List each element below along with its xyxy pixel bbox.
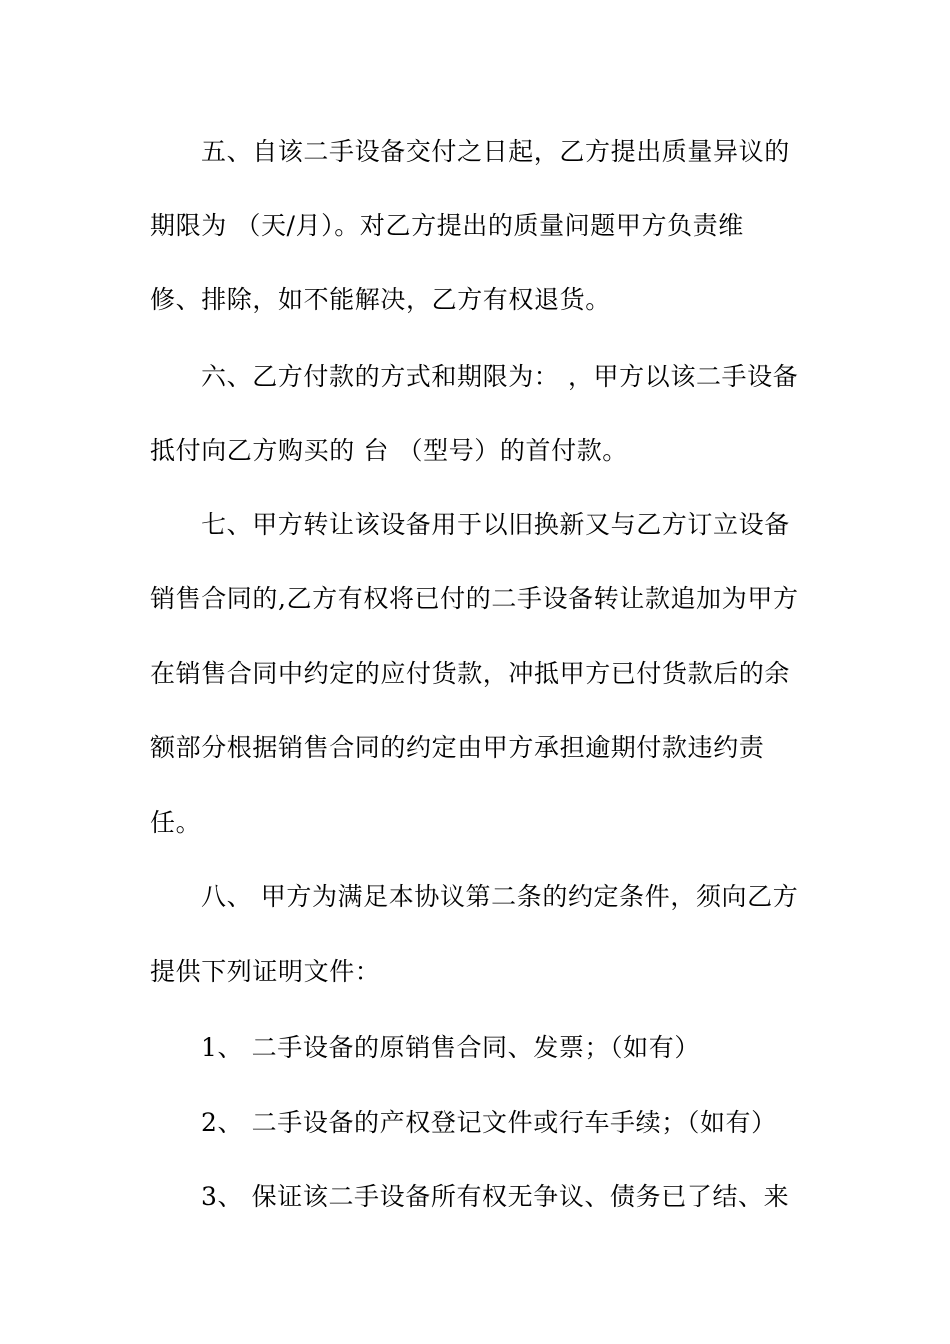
list-item-3: 3、 保证该二手设备所有权无争议、债务已了结、来 [201,1182,790,1211]
clause-7-line-5: 任。 [150,808,202,837]
list-item-2: 2、 二手设备的产权登记文件或行车手续；（如有） [201,1108,777,1137]
clause-5-line-2: 期限为 （天/月）。对乙方提出的质量问题甲方负责维 [150,211,744,240]
clause-5-line-3: 修、排除，如不能解决，乙方有权退货。 [150,285,611,314]
clause-7-line-4: 额部分根据销售合同的约定由甲方承担逾期付款违约责 [150,733,765,762]
clause-6-line-1: 六、乙方付款的方式和期限为： ，甲方以该二手设备 [201,362,799,391]
clause-6-line-2: 抵付向乙方购买的 台 （型号）的首付款。 [150,436,628,465]
clause-7-line-3: 在销售合同中约定的应付货款，冲抵甲方已付货款后的余 [150,659,791,688]
clause-5-line-1: 五、自该二手设备交付之日起，乙方提出质量异议的 [201,137,790,166]
clause-7-line-2: 销售合同的,乙方有权将已付的二手设备转让款追加为甲方 [150,584,799,613]
clause-8-line-2: 提供下列证明文件： [150,957,381,986]
clause-7-line-1: 七、甲方转让该设备用于以旧换新又与乙方订立设备 [201,510,790,539]
clause-8-line-1: 八、 甲方为满足本协议第二条的约定条件，须向乙方 [201,882,799,911]
list-item-1: 1、 二手设备的原销售合同、发票；（如有） [201,1033,700,1062]
